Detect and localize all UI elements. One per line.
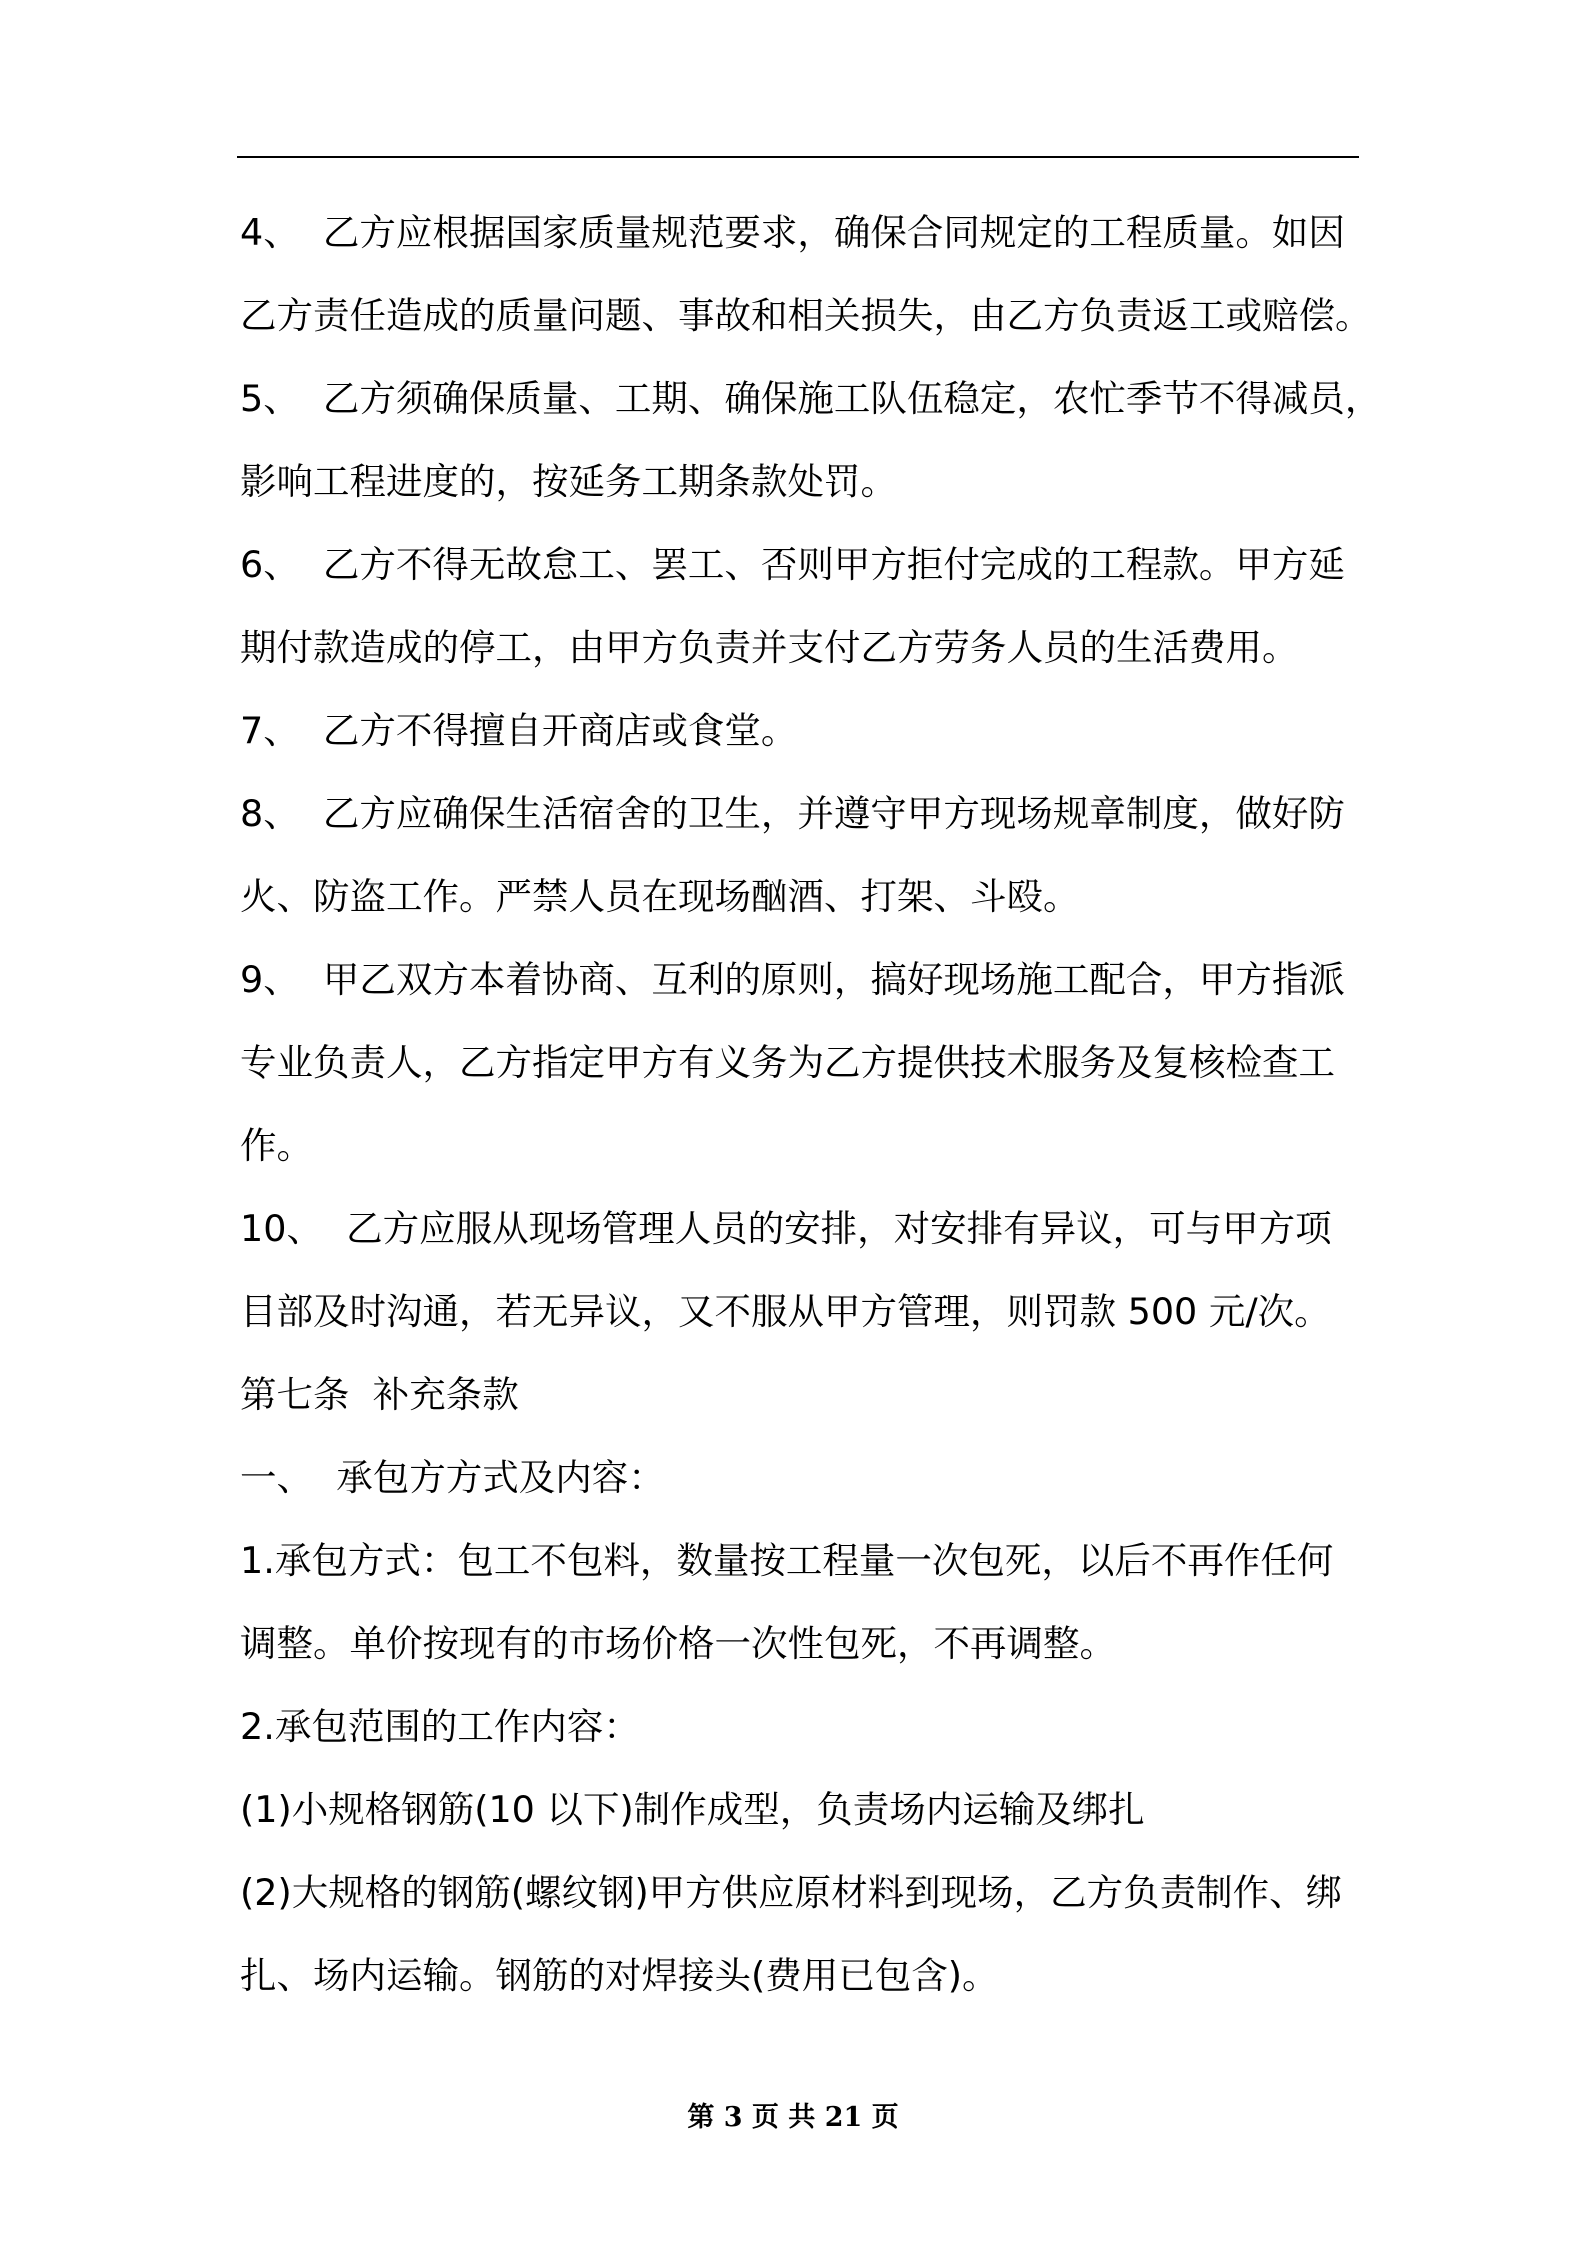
page-number: 第 3 页 共 21 页 bbox=[687, 2102, 899, 2133]
text-line: 专业负责人，乙方指定甲方有义务为乙方提供技术服务及复核检查工 bbox=[240, 1041, 1335, 1084]
text-line: 扎、场内运输。钢筋的对焊接头(费用已包含)。 bbox=[240, 1954, 999, 1997]
section-heading: 第七条 补充条款 bbox=[240, 1373, 519, 1416]
text-line: 一、 承包方方式及内容： bbox=[240, 1456, 665, 1499]
document-body bbox=[240, 191, 1382, 2017]
text-line: 乙方责任造成的质量问题、事故和相关损失，由乙方负责返工或赔偿。 bbox=[240, 294, 1372, 337]
text-line: 7、 乙方不得擅自开商店或食堂。 bbox=[240, 709, 798, 752]
text-line: 期付款造成的停工，由甲方负责并支付乙方劳务人员的生活费用。 bbox=[240, 626, 1299, 669]
text-line: 10、 乙方应服从现场管理人员的安排，对安排有异议，可与甲方项 bbox=[240, 1207, 1332, 1250]
text-line: (2)大规格的钢筋(螺纹钢)甲方供应原材料到现场，乙方负责制作、绑 bbox=[240, 1871, 1343, 1914]
header-rule bbox=[237, 156, 1359, 158]
text-line: (1)小规格钢筋(10 以下)制作成型，负责场内运输及绑扎 bbox=[240, 1788, 1145, 1831]
text-line: 4、 乙方应根据国家质量规范要求，确保合同规定的工程质量。如因 bbox=[240, 211, 1345, 254]
text-line: 8、 乙方应确保生活宿舍的卫生，并遵守甲方现场规章制度，做好防 bbox=[240, 792, 1345, 835]
text-line: 调整。单价按现有的市场价格一次性包死，不再调整。 bbox=[240, 1622, 1116, 1665]
text-line: 1.承包方式：包工不包料，数量按工程量一次包死，以后不再作任何 bbox=[240, 1539, 1334, 1582]
text-line: 作。 bbox=[240, 1124, 313, 1167]
text-line: 目部及时沟通，若无异议，又不服从甲方管理，则罚款 500 元/次。 bbox=[240, 1290, 1331, 1333]
text-line: 5、 乙方须确保质量、工期、确保施工队伍稳定，农忙季节不得减员， bbox=[240, 377, 1382, 420]
text-line: 影响工程进度的，按延务工期条款处罚。 bbox=[240, 460, 897, 503]
text-line: 2.承包范围的工作内容： bbox=[240, 1705, 640, 1748]
text-line: 9、 甲乙双方本着协商、互利的原则，搞好现场施工配合，甲方指派 bbox=[240, 958, 1345, 1001]
text-line: 火、防盗工作。严禁人员在现场酗酒、打架、斗殴。 bbox=[240, 875, 1080, 918]
text-line: 6、 乙方不得无故怠工、罢工、否则甲方拒付完成的工程款。甲方延 bbox=[240, 543, 1345, 586]
